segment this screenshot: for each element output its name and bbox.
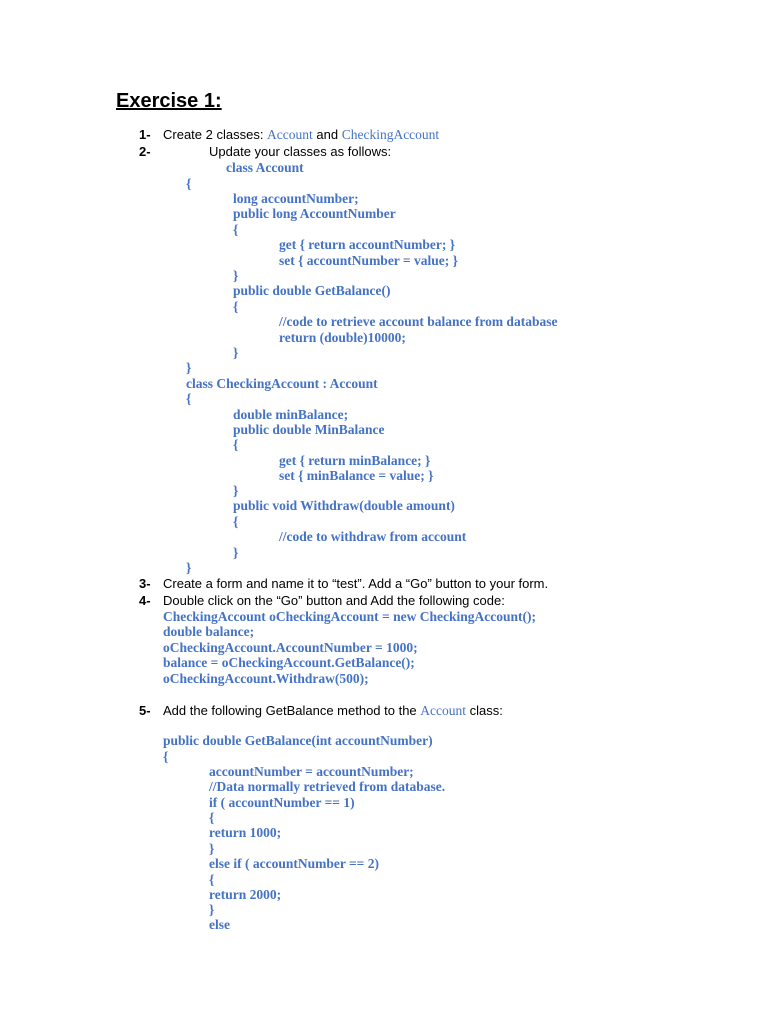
code-line: } xyxy=(233,268,239,283)
code-line: } xyxy=(233,545,239,560)
code-line: //code to withdraw from account xyxy=(279,529,467,544)
code-line: public double GetBalance(int accountNumber) xyxy=(163,733,433,748)
code-line: public double MinBalance xyxy=(233,422,385,437)
code-line: } xyxy=(186,560,192,575)
code-line: CheckingAccount oCheckingAccount = new CheckingAccount(); xyxy=(163,609,536,624)
step-4-text: Double click on the “Go” button and Add the following code: xyxy=(163,593,505,608)
step-1-number: 1- xyxy=(139,127,151,142)
code-line: oCheckingAccount.AccountNumber = 1000; xyxy=(163,640,418,655)
code-line: { xyxy=(186,176,192,191)
code-line: long accountNumber; xyxy=(233,191,359,206)
code-line: class CheckingAccount : Account xyxy=(186,376,378,391)
code-line: double balance; xyxy=(163,624,255,639)
code-line: return 2000; xyxy=(209,887,282,902)
code-line: set { minBalance = value; } xyxy=(279,468,434,483)
step-2-text: Update your classes as follows: xyxy=(209,144,392,159)
code-line: //Data normally retrieved from database. xyxy=(209,779,446,794)
code-line: { xyxy=(233,514,239,529)
code-line: { xyxy=(233,299,239,314)
step-1-text xyxy=(163,127,439,143)
code-line: balance = oCheckingAccount.GetBalance(); xyxy=(163,655,415,670)
code-line: public double GetBalance() xyxy=(233,283,391,298)
code-line: get { return minBalance; } xyxy=(279,453,431,468)
step-1-pre: Create 2 classes: xyxy=(163,127,268,142)
step-1-class-account: Account xyxy=(267,127,313,142)
code-line: { xyxy=(209,872,215,887)
step-4-number: 4- xyxy=(139,593,151,608)
code-line: public void Withdraw(double amount) xyxy=(233,498,455,513)
step-1-class-checking: CheckingAccount xyxy=(341,127,440,142)
step-5-class-account: Account xyxy=(420,703,467,718)
step-2-number: 2- xyxy=(139,144,151,159)
code-line: else xyxy=(209,917,230,932)
code-line: get { return accountNumber; } xyxy=(279,237,456,252)
step-5-number: 5- xyxy=(139,703,151,718)
step-5-text xyxy=(163,703,503,719)
step-5-post: class: xyxy=(466,703,503,718)
step-3-text: Create a form and name it to “test”. Add a “Go” button to your form. xyxy=(163,576,549,591)
code-line: { xyxy=(233,437,239,452)
code-line: { xyxy=(209,810,215,825)
exercise-title: Exercise 1: xyxy=(116,90,222,112)
code-line: accountNumber = accountNumber; xyxy=(209,764,414,779)
step-5-pre: Add the following GetBalance method to the xyxy=(163,703,421,718)
code-line: return 1000; xyxy=(209,825,282,840)
code-line: //code to retrieve account balance from database xyxy=(279,314,558,329)
code-line: } xyxy=(209,841,215,856)
code-line: { xyxy=(186,391,192,406)
code-line: { xyxy=(233,222,239,237)
code-line: return (double)10000; xyxy=(279,330,406,345)
code-line: } xyxy=(209,902,215,917)
code-line: set { accountNumber = value; } xyxy=(279,253,458,268)
code-line: } xyxy=(233,345,239,360)
code-line: } xyxy=(186,360,192,375)
step-1-mid: and xyxy=(312,127,342,142)
code-line: else if ( accountNumber == 2) xyxy=(209,856,379,871)
code-line: { xyxy=(163,749,169,764)
code-line: double minBalance; xyxy=(233,407,349,422)
code-line: public long AccountNumber xyxy=(233,206,396,221)
code-line: if ( accountNumber == 1) xyxy=(209,795,355,810)
code-line: oCheckingAccount.Withdraw(500); xyxy=(163,671,369,686)
code-line: } xyxy=(233,483,239,498)
code-line: class Account xyxy=(226,160,304,175)
step-3-number: 3- xyxy=(139,576,151,591)
